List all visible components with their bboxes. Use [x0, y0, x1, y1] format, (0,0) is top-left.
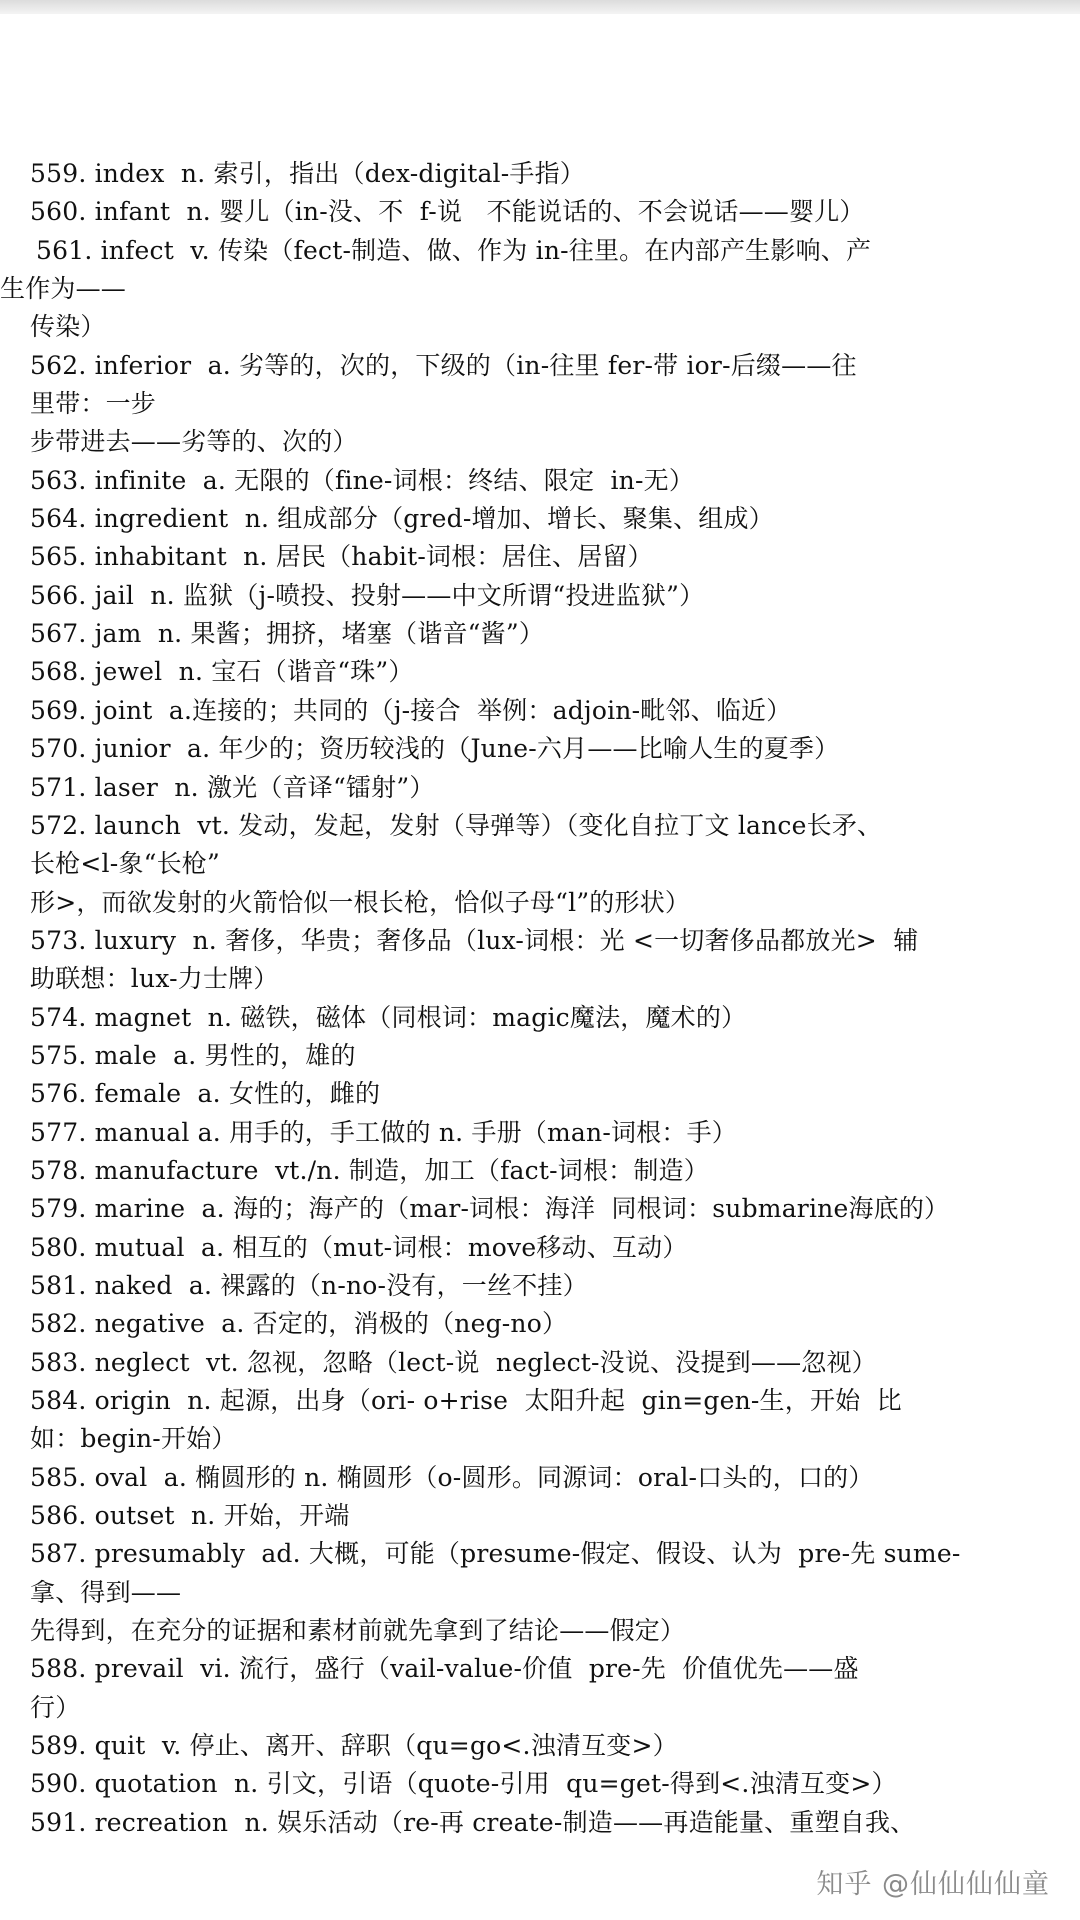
- entry-561: 561. infect v. 传染（fect-制造、做、作为 in-往里。在内部产生影响、产: [36, 235, 872, 265]
- entry-585: 585. oval a. 椭圆形的 n. 椭圆形（o-圆形。同源词：oral-口头的，口的）: [30, 1462, 874, 1492]
- entry-562-cont-2: 步带进去——劣等的、次的）: [30, 427, 358, 457]
- entry-581: 581. naked a. 裸露的（n-no-没有，一丝不挂）: [30, 1270, 588, 1300]
- entry-561-cont-2: 传染）: [30, 312, 106, 342]
- top-shadow-bar: [0, 0, 1080, 14]
- entry-573: 573. luxury n. 奢侈，华贵；奢侈品（lux-词根：光 <一切奢侈品都放光> 辅: [30, 925, 919, 955]
- entry-563: 563. infinite a. 无限的（fine-词根：终结、限定 in-无）: [30, 465, 695, 495]
- entry-587-cont-1: 拿、得到——: [30, 1577, 182, 1607]
- entry-584: 584. origin n. 起源，出身（ori- o+rise 太阳升起 gin=gen-生，开始 比: [30, 1386, 902, 1415]
- entry-567: 567. jam n. 果酱；拥挤，堵塞（谐音“酱”）: [30, 619, 545, 649]
- entry-564: 564. ingredient n. 组成部分（gred-增加、增长、聚集、组成）: [30, 504, 774, 534]
- entry-571: 571. laser n. 激光（音译“镭射”）: [30, 772, 435, 802]
- entry-574: 574. magnet n. 磁铁，磁体（同根词：magic魔法，魔术的）: [30, 1002, 747, 1032]
- entry-586: 586. outset n. 开始，开端: [30, 1501, 350, 1531]
- entry-590: 590. quotation n. 引文，引语（quote-引用 qu=get-得到<.浊清互变>）: [30, 1769, 897, 1799]
- entry-587-cont-2: 先得到，在充分的证据和素材前就先拿到了结论——假定）: [30, 1616, 686, 1646]
- document-body: [0, 155, 1080, 1842]
- entry-572: 572. launch vt. 发动，发起，发射（导弹等）（变化自拉丁文 lance长矛、: [30, 810, 883, 840]
- entry-580: 580. mutual a. 相互的（mut-词根：move移动、互动）: [30, 1232, 688, 1262]
- entry-560: 560. infant n. 婴儿（in-没、不 f-说 不能说话的、不会说话——婴儿）: [30, 197, 865, 227]
- entry-565: 565. inhabitant n. 居民（habit-词根：居住、居留）: [30, 542, 653, 572]
- entry-575: 575. male a. 男性的，雄的: [30, 1040, 356, 1070]
- zhihu-watermark: 知乎 @仙仙仙仙童: [816, 1869, 1050, 1900]
- entry-572-cont-1: 长枪<l-象“长枪”: [30, 849, 220, 879]
- entry-572-cont-2: 形>，而欲发射的火箭恰似一根长枪，恰似子母“l”的形状）: [30, 887, 691, 917]
- entry-562: 562. inferior a. 劣等的，次的，下级的（in-往里 fer-带 ior-后缀——往: [30, 350, 857, 380]
- entry-577: 577. manual a. 用手的，手工做的 n. 手册（man-词根：手）: [30, 1117, 737, 1147]
- entry-588: 588. prevail vi. 流行，盛行（vail-value-价值 pre-先 价值优先——盛: [30, 1654, 859, 1684]
- entry-579: 579. marine a. 海的；海产的（mar-词根：海洋 同根词：submarine海底的）: [30, 1194, 950, 1224]
- entry-570: 570. junior a. 年少的；资历较浅的（June-六月——比喻人生的夏季）: [30, 734, 840, 764]
- entry-588-cont-1: 行）: [30, 1692, 81, 1722]
- entry-587: 587. presumably ad. 大概，可能（presume-假定、假设、认为 pre-先 sume-: [30, 1539, 961, 1569]
- entry-561-cont-1: 生作为——: [0, 274, 127, 304]
- entry-578: 578. manufacture vt./n. 制造，加工（fact-词根：制造）: [30, 1155, 709, 1185]
- entry-559: 559. index n. 索引，指出（dex-digital-手指）: [30, 159, 585, 188]
- entry-583: 583. neglect vt. 忽视，忽略（lect-说 neglect-没说、没提到——忽视）: [30, 1347, 877, 1377]
- entry-566: 566. jail n. 监狱（j-喷投、投射——中文所谓“投进监狱”）: [30, 580, 705, 610]
- entry-573-cont-1: 助联想：lux-力士牌）: [30, 964, 279, 994]
- entry-589: 589. quit v. 停止、离开、辞职（qu=go<.浊清互变>）: [30, 1731, 678, 1761]
- entry-591: 591. recreation n. 娱乐活动（re-再 create-制造——再造能量、重塑自我、: [30, 1807, 916, 1837]
- entry-584-cont-1: 如：begin-开始）: [30, 1424, 237, 1454]
- entry-568: 568. jewel n. 宝石（谐音“珠”）: [30, 657, 414, 687]
- entry-569: 569. joint a.连接的；共同的（j-接合 举例：adjoin-毗邻、临近）: [30, 695, 792, 725]
- entry-562-cont-1: 里带：一步: [30, 389, 157, 419]
- entry-582: 582. negative a. 否定的，消极的（neg-no）: [30, 1309, 568, 1339]
- entry-576: 576. female a. 女性的，雌的: [30, 1079, 381, 1109]
